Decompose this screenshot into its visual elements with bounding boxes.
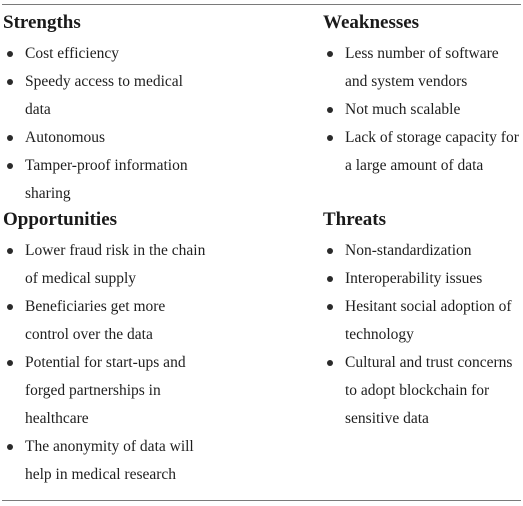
list-item: Lower fraud risk in the chain of medical supply xyxy=(3,237,208,293)
list-item: Interoperability issues xyxy=(323,265,521,293)
threats-list xyxy=(323,237,521,433)
list-item: Hesitant social adoption of technology xyxy=(323,293,521,349)
list-item: Potential for start-ups and forged partnerships in healthcare xyxy=(3,349,208,433)
list-item: Non-standardization xyxy=(323,237,521,265)
list-item: Not much scalable xyxy=(323,96,521,124)
opportunities-quadrant xyxy=(3,209,208,489)
strengths-list xyxy=(3,40,208,208)
opportunities-list xyxy=(3,237,208,489)
list-item: Autonomous xyxy=(3,124,208,152)
weaknesses-list xyxy=(323,40,521,180)
weaknesses-quadrant xyxy=(323,12,521,180)
opportunities-heading: Opportunities xyxy=(3,209,118,230)
list-item: Less number of software and system vendors xyxy=(323,40,521,96)
list-item: Beneficiaries get more control over the data xyxy=(3,293,208,349)
strengths-heading: Strengths xyxy=(3,12,81,33)
threats-quadrant xyxy=(323,209,521,433)
list-item: Lack of storage capacity for a large amount of data xyxy=(323,124,521,180)
weaknesses-heading: Weaknesses xyxy=(323,12,420,33)
list-item: The anonymity of data will help in medical research xyxy=(3,433,208,489)
list-item: Cost efficiency xyxy=(3,40,208,68)
list-item: Cultural and trust concerns to adopt blockchain for sensitive data xyxy=(323,349,521,433)
strengths-quadrant xyxy=(3,12,208,208)
list-item: Speedy access to medical data xyxy=(3,68,208,124)
table-bottom-rule xyxy=(2,500,521,501)
threats-heading: Threats xyxy=(323,209,386,230)
table-top-rule xyxy=(2,4,521,5)
list-item: Tamper-proof information sharing xyxy=(3,152,208,208)
